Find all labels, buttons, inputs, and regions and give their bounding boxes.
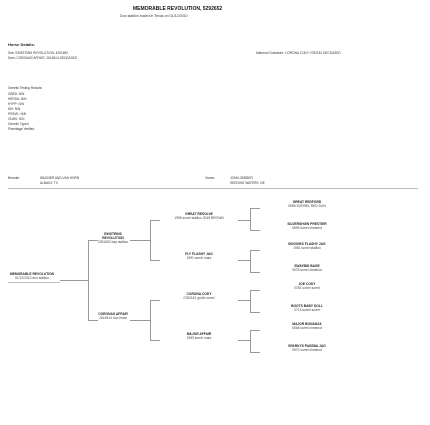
connector (88, 320, 98, 321)
horse-detail: 01/12/2010 dun stallion (14, 276, 50, 280)
connector (250, 290, 260, 291)
pedigree-dam (96, 312, 130, 320)
pedigree-g3 (262, 322, 352, 330)
connector (130, 240, 150, 241)
horse-detail: 0578 sorrel chestnut (292, 268, 322, 272)
genetic-item: Parentage Verified (8, 127, 35, 131)
connector (250, 330, 251, 352)
maternal-grandsire-row (256, 51, 341, 55)
horse-detail: 1991 sorrel mare (186, 256, 212, 260)
horse-name: JOE CODY (298, 282, 316, 286)
horse-name: MEMORABLE REVOLUTION (9, 272, 55, 276)
horse-name: SWAYBID BAGE (294, 264, 320, 268)
connector (250, 250, 260, 251)
dam-row (8, 56, 77, 60)
horse-detail: 0568 sorrel chestnut (292, 326, 322, 330)
connector (250, 290, 251, 312)
connector (150, 220, 151, 260)
connector (238, 340, 250, 341)
pedigree-g3 (262, 304, 352, 312)
connector (60, 280, 88, 281)
genetic-item: OLWS: N/N (8, 117, 25, 121)
mgs-value: CORONA CODY 0782181 DECEASED (285, 51, 341, 55)
horse-name: CORONAS AFFAIR (98, 312, 128, 316)
connector (150, 220, 160, 221)
horse-name: CORONA CODY (186, 292, 212, 296)
divider (8, 188, 418, 189)
horse-detail: 0685 SORREL RED DUN (288, 204, 326, 208)
genetics-heading: Genetic Testing Results: (8, 86, 43, 90)
horse-name: SPARKYS PASSBA JAG (288, 344, 326, 348)
connector (150, 300, 151, 340)
breeder-label: Breeder: (8, 176, 21, 180)
breeder-name: WAGNER AND VAN HORN (40, 176, 80, 180)
page-subtitle: Dun stallion foaled in Texas on 01/12/2010 (120, 14, 188, 18)
horse-name: GREAT RESOLVE (185, 212, 213, 216)
genetic-item: GBED: N/N (8, 92, 25, 96)
pedigree-g3 (262, 222, 352, 230)
dam-value: CORONAS AFFAIR, 2616514 DECEASED (16, 56, 78, 60)
connector (250, 352, 260, 353)
genetic-item: MH: N/N (8, 107, 21, 111)
connector (130, 320, 150, 321)
pedigree-sire-sire (160, 212, 238, 220)
horse-detail: 0713 sorrel sorrel (294, 308, 320, 312)
connector (150, 300, 160, 301)
mgs-label: Maternal Grandsire: (256, 51, 285, 55)
genetic-item: Genetic Typed (8, 122, 29, 126)
connector (250, 250, 251, 272)
connector (88, 240, 89, 320)
connector (238, 300, 250, 301)
pedigree-dam-sire (160, 292, 238, 300)
dam-label: Dam: (8, 56, 16, 60)
horse-detail: 0670 sorrel chestnut (292, 348, 322, 352)
connector (238, 260, 250, 261)
sire-label: Sire: (8, 51, 15, 55)
page-title: MEMORABLE REVOLUTION, 5292652 (133, 6, 223, 12)
breeder-city: ALBANY, TX (40, 181, 58, 185)
horse-detail: 0391 sorrel sorrel (294, 286, 320, 290)
details-heading: Horse Details: (8, 42, 35, 47)
genetic-item: HERDA: N/N (8, 97, 27, 101)
horse-name: MAJOR AFFAIR (186, 332, 212, 336)
pedigree-g3 (262, 282, 352, 290)
horse-detail: 1981 sorrel stallion (293, 246, 321, 250)
connector (250, 272, 260, 273)
owner-label: Owner: (205, 176, 216, 180)
horse-detail: 2616514 dun mare (99, 316, 127, 320)
genetic-item: HYPP: N/N (8, 102, 24, 106)
connector (150, 260, 160, 261)
pedigree-g3 (262, 264, 352, 272)
genetic-item: PSSM1: N/N (8, 112, 27, 116)
pedigree-sire-dam (160, 252, 238, 260)
horse-detail: 0782181 grullo sorrel (183, 296, 215, 300)
horse-name: GREAT REDFORD (292, 200, 322, 204)
connector (150, 340, 160, 341)
owner-city: SEEDING WATERS, NE (230, 181, 265, 185)
horse-detail: 1998 sorrel stallion 3018 BROWN (174, 216, 224, 220)
node-underline (8, 282, 60, 283)
connector (250, 208, 260, 209)
pedigree-g3 (262, 200, 352, 208)
horse-name: EINSTEINS REVOLUTION (102, 232, 124, 240)
pedigree-dam-dam (160, 332, 238, 340)
sire-row (8, 51, 68, 55)
owner-name: JOHN GEBBER (230, 176, 253, 180)
connector (250, 312, 260, 313)
connector (250, 230, 260, 231)
pedigree-g3 (262, 344, 352, 352)
connector (250, 208, 251, 230)
horse-name: BOGGIES FLASHY JAG (288, 242, 326, 246)
pedigree-g3 (262, 242, 352, 250)
sire-value: EINSTEINS REVOLUTION, 4251692 (15, 51, 69, 55)
horse-detail: 0699 sorrel chestnut (292, 226, 322, 230)
horse-detail: 4251692 bay stallion (97, 240, 129, 244)
horse-detail: 1983 sorrel mare (186, 336, 212, 340)
connector (250, 330, 260, 331)
pedigree-subject (4, 272, 60, 280)
horse-name: SILVERSHOW PRESTIER (287, 222, 327, 226)
pedigree-sire (96, 232, 130, 244)
horse-name: FLY FLASHY JAG (185, 252, 213, 256)
horse-name: BOOTS BABY DOLL (291, 304, 323, 308)
horse-name: MAJOR BONANZA (292, 322, 322, 326)
connector (238, 220, 250, 221)
